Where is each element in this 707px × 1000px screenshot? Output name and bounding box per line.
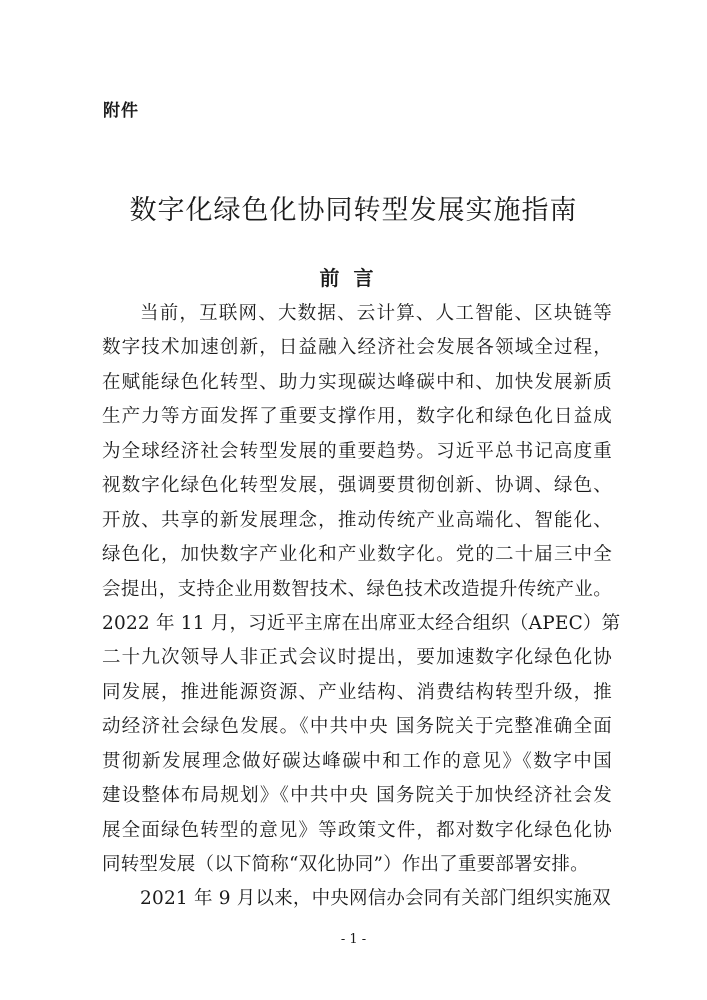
attachment-label: 附件 [103,101,139,121]
paragraph-line: 同转型发展（以下简称“双化协同”）作出了重要部署安排。 [102,854,589,875]
paragraph-line: 同发展，推进能源资源、产业结构、消费结构转型升级，推 [102,681,612,703]
paragraph-line: 动经济社会绿色发展。《中共中央 国务院关于完整准确全面 [102,716,612,738]
document-title: 数字化绿色化协同转型发展实施指南 [129,195,578,226]
page-number: - 1 - [340,932,367,947]
paragraph-line: 数字技术加速创新，日益融入经济社会发展各领域全过程， [102,337,612,359]
section-heading: 前言 [319,266,388,290]
document-body [102,297,621,917]
paragraph-line: 二十九次领导人非正式会议时提出，要加速数字化绿色化协 [102,647,612,669]
paragraph-line: 在赋能绿色化转型、助力实现碳达峰碳中和、加快发展新质 [102,371,612,393]
paragraph-line: 展全面绿色转型的意见》等政策文件，都对数字化绿色化协 [102,819,612,841]
paragraph-line: 会提出，支持企业用数智技术、绿色技术改造提升传统产业。 [102,578,612,600]
paragraph-line: 视数字化绿色化转型发展，强调要贯彻创新、协调、绿色、 [102,475,612,497]
paragraph-line: 开放、共享的新发展理念，推动传统产业高端化、智能化、 [102,509,612,531]
paragraph-line: 2022 年 11 月，习近平主席在出席亚太经合组织（APEC）第 [102,612,621,634]
paragraph-line: 当前，互联网、大数据、云计算、人工智能、区块链等 [140,303,612,324]
paragraph-line: 建设整体布局规划》《中共中央 国务院关于加快经济社会发 [102,785,612,807]
paragraph-line: 贯彻新发展理念做好碳达峰碳中和工作的意见》《数字中国 [102,750,612,772]
paragraph-line: 2021 年 9 月以来，中央网信办会同有关部门组织实施双 [140,888,611,910]
paragraph-line: 生产力等方面发挥了重要支撑作用，数字化和绿色化日益成 [102,406,612,428]
paragraph-line: 为全球经济社会转型发展的重要趋势。习近平总书记高度重 [102,440,612,462]
paragraph-line: 绿色化，加快数字产业化和产业数字化。党的二十届三中全 [102,544,612,566]
